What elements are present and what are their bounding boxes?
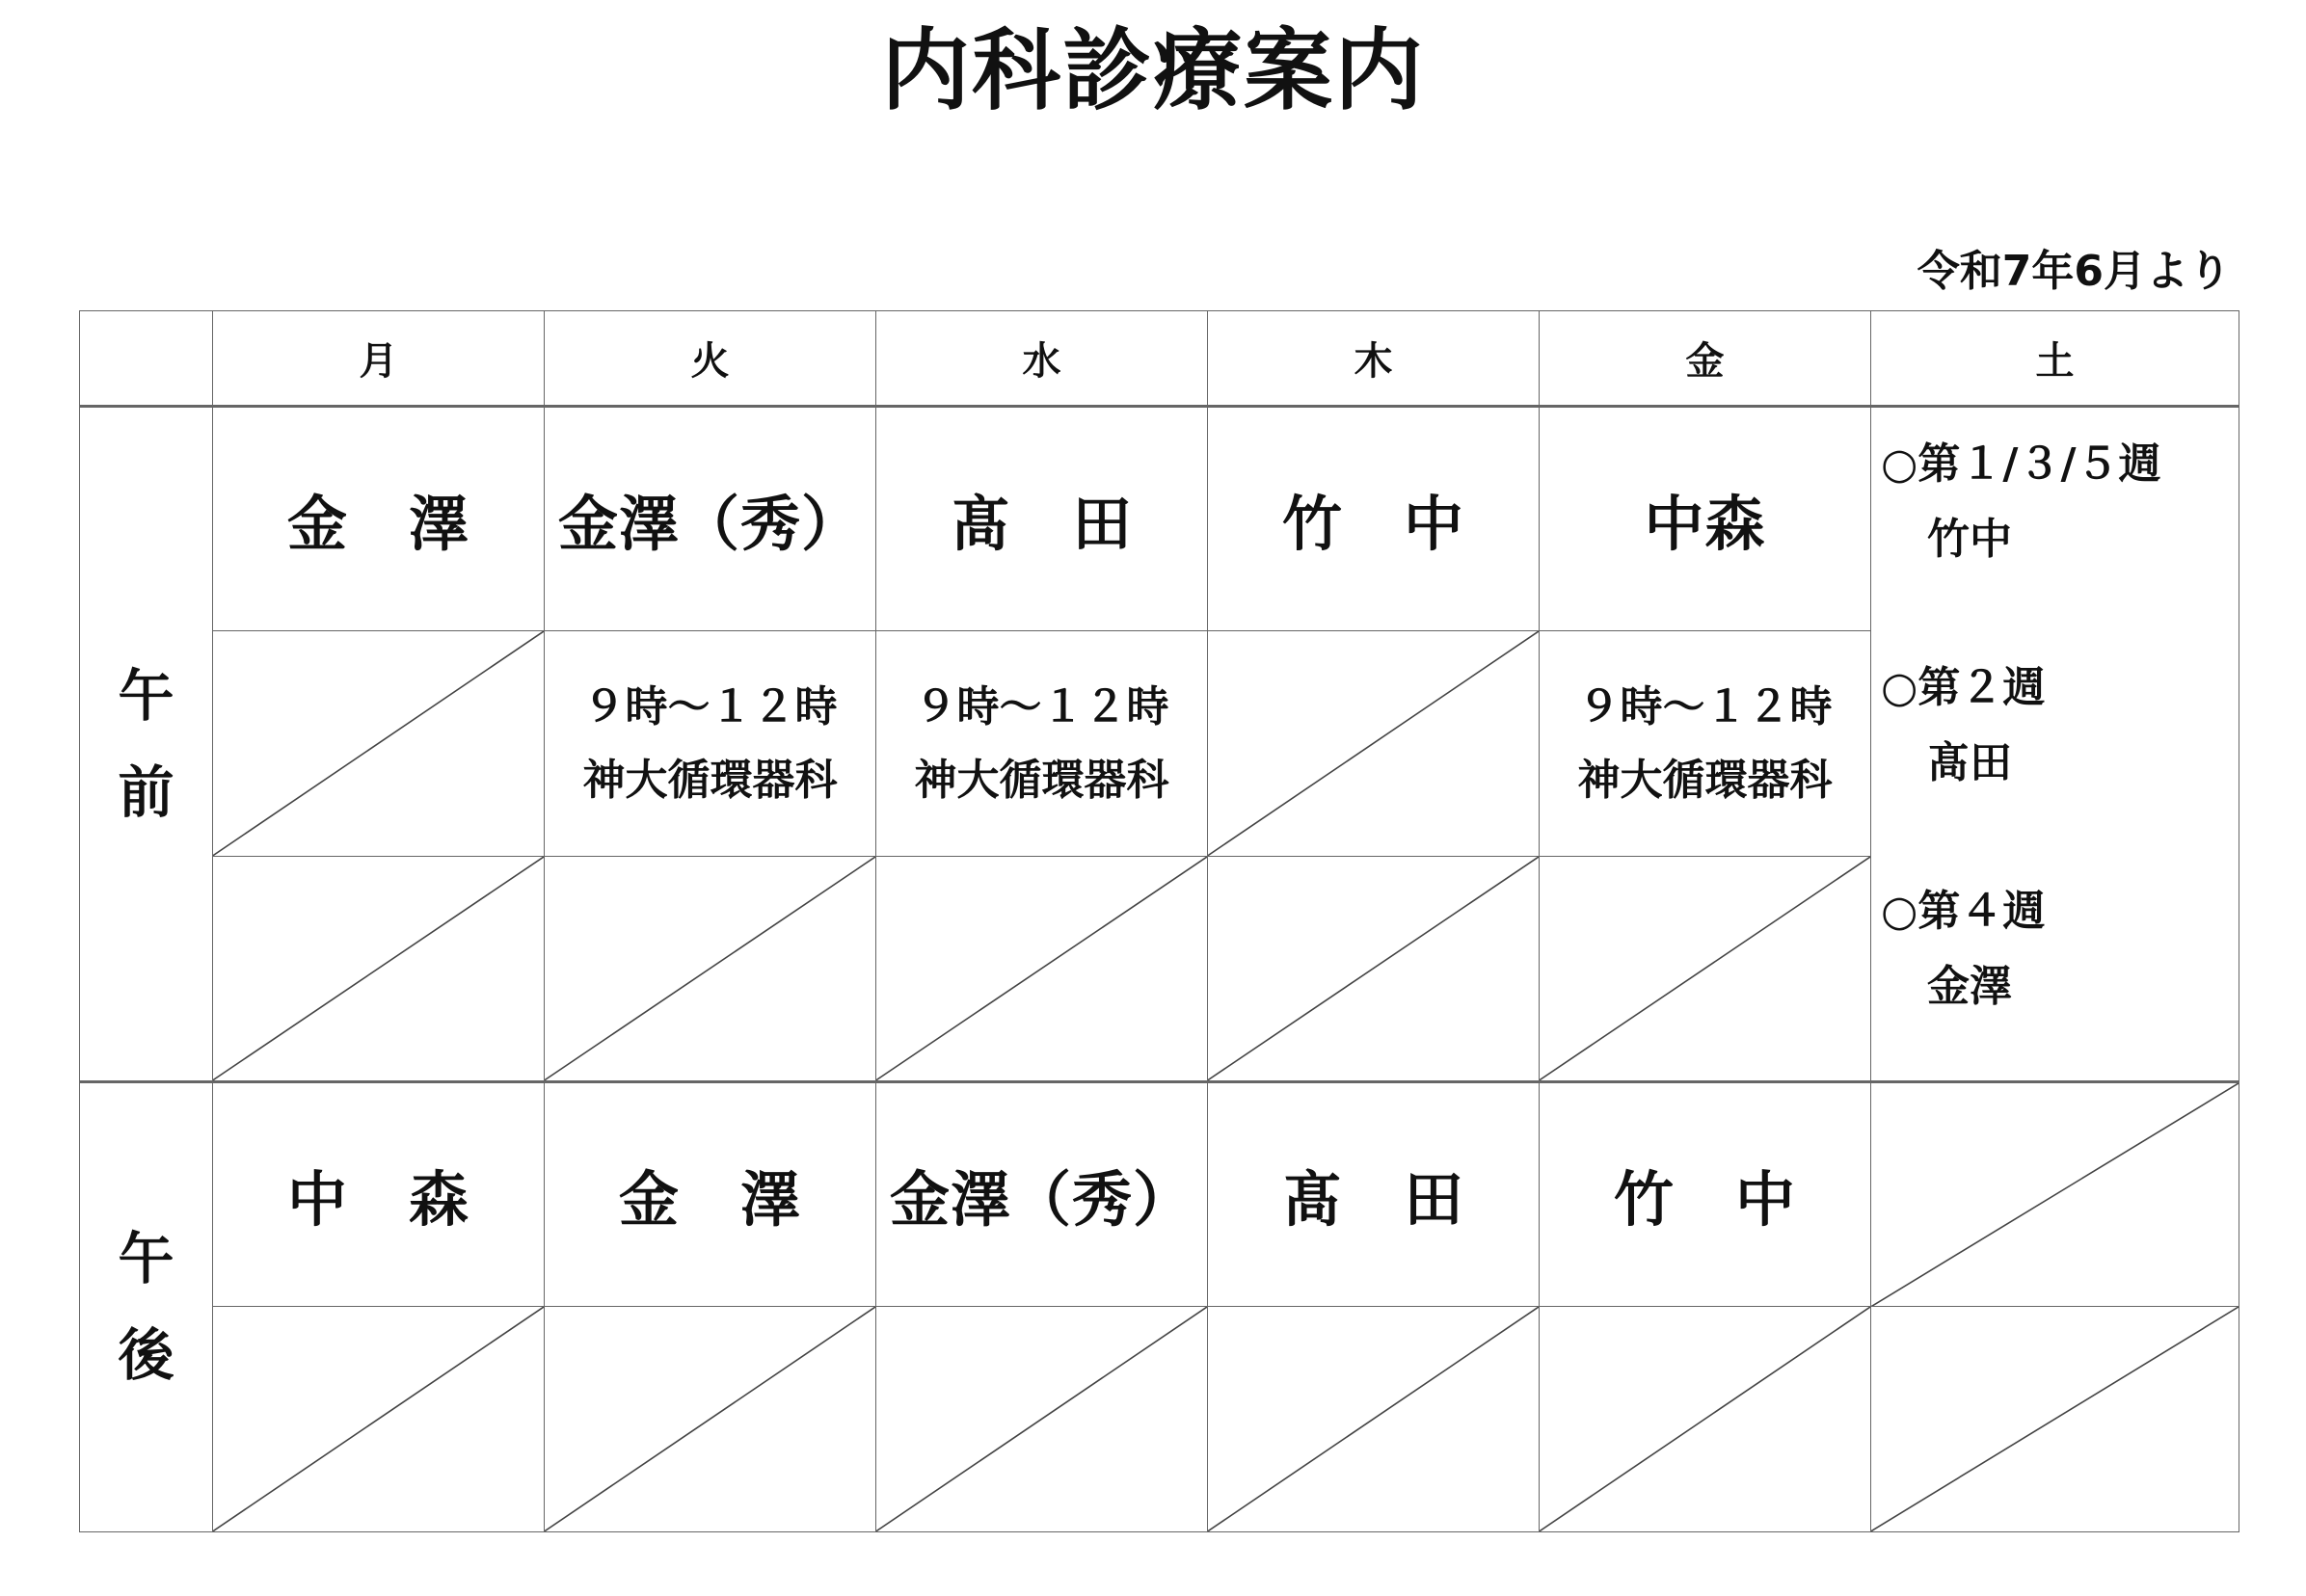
sat-week-1: ○第１/３/５週 [1881, 439, 2161, 489]
day-header-wed: 水 [876, 311, 1208, 407]
morning-fri-doctor-cell [1540, 406, 1871, 631]
day-header-thu: 木 [1208, 311, 1540, 407]
morning-thu-doctor: 竹 中 [1281, 489, 1464, 560]
morning-tue-doctor-cell [545, 406, 876, 631]
morning-label [118, 648, 174, 840]
diagonal-slash [1871, 1083, 2239, 1307]
morning-mon-empty-cell [213, 631, 545, 857]
empty-cell [545, 857, 876, 1082]
morning-fri-clinic-cell [1540, 631, 1871, 857]
diagonal-slash [1208, 1307, 1539, 1531]
clinic-time: ９時～１２時 [914, 681, 1169, 732]
empty-cell [1208, 1307, 1540, 1532]
diagonal-slash [1208, 631, 1539, 856]
diagonal-slash [545, 857, 875, 1080]
morning-label-cell [80, 406, 213, 1081]
afternoon-label-char-2: 後 [118, 1322, 174, 1389]
page-title: 内科診療案内 [880, 19, 1425, 122]
morning-thu-doctor-cell [1208, 406, 1540, 631]
afternoon-label [118, 1210, 174, 1403]
afternoon-mon-doctor: 中 森 [286, 1163, 469, 1235]
afternoon-tue-doctor-cell [545, 1081, 876, 1307]
clinic-dept: 神大循環器科 [914, 755, 1169, 805]
sat-week-3: ○第４週 [1881, 886, 2046, 936]
diagonal-slash [1208, 857, 1539, 1080]
morning-wed-doctor: 髙 田 [950, 489, 1133, 560]
sat-doctor-1: 竹中 [1927, 514, 2012, 564]
morning-thu-empty-cell [1208, 631, 1540, 857]
morning-doctor-row [80, 406, 2239, 631]
afternoon-wed-doctor-cell [876, 1081, 1208, 1307]
corner-cell [80, 311, 213, 407]
morning-tue-doctor: 金澤（秀） [557, 489, 862, 560]
diagonal-slash [545, 1307, 875, 1531]
clinic-time: ９時～１２時 [1577, 681, 1833, 732]
empty-cell [213, 1307, 545, 1532]
afternoon-fri-doctor-cell [1540, 1081, 1871, 1307]
diagonal-slash [1540, 857, 1870, 1080]
empty-cell [1540, 1307, 1871, 1532]
afternoon-doctor-row [80, 1081, 2239, 1307]
afternoon-thu-doctor: 髙 田 [1281, 1163, 1464, 1235]
morning-tue-clinic-cell [545, 631, 876, 857]
afternoon-label-cell [80, 1081, 213, 1531]
afternoon-wed-doctor: 金澤（秀） [889, 1163, 1193, 1235]
diagonal-slash [1871, 1307, 2239, 1531]
morning-wed-doctor-cell [876, 406, 1208, 631]
diagonal-slash [876, 1307, 1207, 1531]
morning-wed-clinic-cell [876, 631, 1208, 857]
morning-mon-doctor: 金 澤 [286, 489, 469, 560]
diagonal-slash [213, 1307, 544, 1531]
empty-cell [1208, 857, 1540, 1082]
afternoon-thu-doctor-cell [1208, 1081, 1540, 1307]
schedule-table [79, 310, 2239, 1532]
afternoon-sat-empty-cell [1871, 1081, 2239, 1307]
day-header-fri: 金 [1540, 311, 1871, 407]
diagonal-slash [1540, 1307, 1870, 1531]
sat-week-2: ○第２週 [1881, 662, 2046, 712]
morning-sat-cell [1871, 406, 2239, 1081]
empty-cell [876, 1307, 1208, 1532]
morning-mon-doctor-cell [213, 406, 545, 631]
diagonal-slash [876, 857, 1207, 1080]
effective-date: 令和7年6月より [1917, 247, 2231, 296]
day-header-tue: 火 [545, 311, 876, 407]
morning-fri-doctor: 中森 [1644, 489, 1766, 560]
afternoon-empty-row [80, 1307, 2239, 1532]
diagonal-slash [213, 631, 544, 856]
diagonal-slash [213, 857, 544, 1080]
afternoon-mon-doctor-cell [213, 1081, 545, 1307]
clinic-dept: 神大循環器科 [1577, 755, 1833, 805]
morning-label-char-2: 前 [118, 758, 174, 825]
empty-cell [1871, 1307, 2239, 1532]
afternoon-label-char-1: 午 [118, 1226, 174, 1292]
afternoon-fri-doctor: 竹 中 [1613, 1163, 1796, 1235]
morning-label-char-1: 午 [118, 662, 174, 729]
sat-doctor-2: 髙田 [1927, 737, 2012, 787]
day-header-sat: 土 [1871, 311, 2239, 407]
day-header-mon: 月 [213, 311, 545, 407]
afternoon-tue-doctor: 金 澤 [618, 1163, 801, 1235]
sat-doctor-3: 金澤 [1927, 961, 2012, 1011]
empty-cell [545, 1307, 876, 1532]
day-header-row [80, 311, 2239, 407]
empty-cell [876, 857, 1208, 1082]
empty-cell [1540, 857, 1871, 1082]
empty-cell [213, 857, 545, 1082]
clinic-dept: 神大循環器科 [582, 755, 838, 805]
clinic-time: ９時～１２時 [582, 681, 838, 732]
